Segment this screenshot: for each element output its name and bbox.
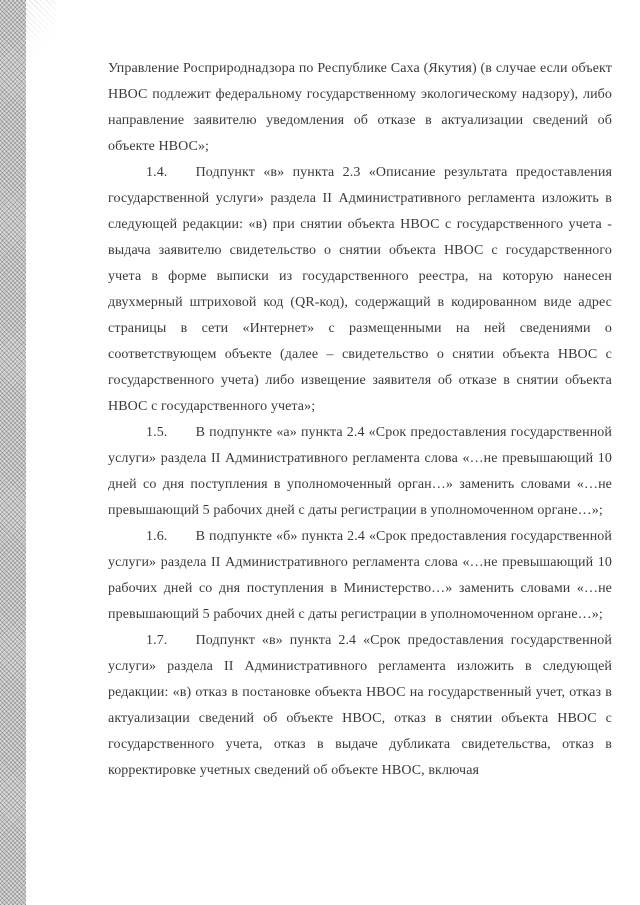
- paragraph-1-7: 1.7. Подпункт «в» пункта 2.4 «Срок предоставления государственной услуги» раздела II Административного регламента изложить в следующей редакции: «в) отказ в постановке объекта НВОС на государственный учет, отказ в актуализации сведений об объекте НВОС, отказ в снятии объекта НВОС с государственного учета, отказ в выдаче дубликата свидетельства, отказ в корректировке учетных сведений об объекте НВОС, включая: [108, 633, 612, 778]
- scan-corner-artifact: [26, 0, 56, 60]
- paragraph-1-4: 1.4. Подпункт «в» пункта 2.3 «Описание результата предоставления государственной услуги» раздела II Административного регламента изложить в следующей редакции: «в) при снятии объекта НВОС с государственного учета - выдача заявителю свидетельство о снятии объекта НВОС с государственного учета в форме выписки из государственного реестра, на которую нанесен двухмерный штриховой код (QR-код), содержащий в кодированном виде адрес страницы в сети «Интернет» с размещенными на ней сведениями о соответствующем объекте (далее – свидетельство о снятии объекта НВОС с государственного учета) либо извещение заявителя об отказе в снятии объекта НВОС с государственного учета»;: [108, 165, 612, 414]
- scan-edge-artifact: [0, 0, 26, 905]
- paragraph-continuation: Управление Росприроднадзора по Республике Саха (Якутия) (в случае если объект НВОС подлежит федеральному государственному экологическому надзору), либо направление заявителю уведомления об отказе в актуализации сведений об объекте НВОС»;: [108, 61, 612, 154]
- document-page: [108, 56, 612, 784]
- paragraph-1-6: 1.6. В подпункте «б» пункта 2.4 «Срок предоставления государственной услуги» раздела II Административного регламента слова «…не превышающий 10 рабочих дней со дня поступления в Министерство…» заменить словами «…не превышающий 5 рабочих дней с даты регистрации в уполномоченном органе…»;: [108, 529, 612, 622]
- paragraph-1-5: 1.5. В подпункте «а» пункта 2.4 «Срок предоставления государственной услуги» раздела II Административного регламента слова «…не превышающий 10 дней со дня поступления в уполномоченный орган…» заменить словами «…не превышающий 5 рабочих дней с даты регистрации в уполномоченном органе…»;: [108, 425, 612, 518]
